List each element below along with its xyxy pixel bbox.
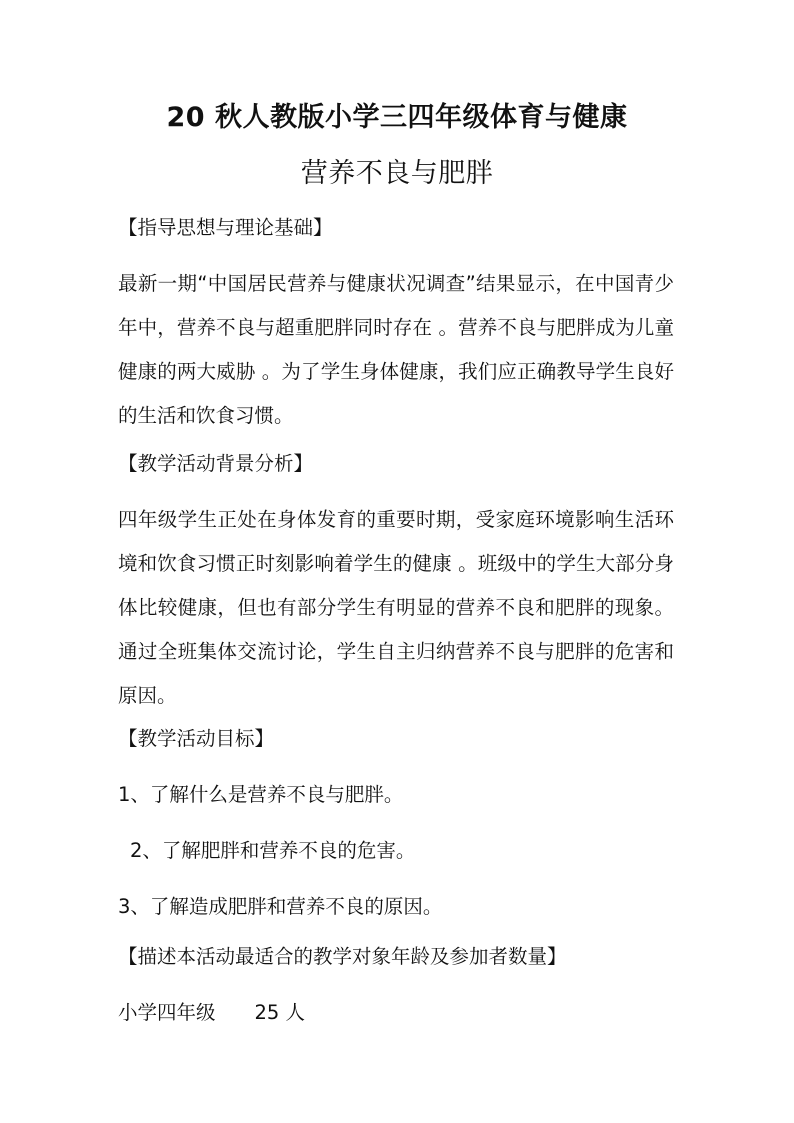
section-paragraph: 最新一期“中国居民营养与健康状况调查”结果显示，在中国青少年中，营养不良与超重肥胖同时存在 。营养不良与肥胖成为儿童健康的两大威胁 。为了学生身体健康，我们应正确教导学生良好的生活和饮食习惯。	[118, 272, 674, 427]
section-paragraph: 小学四年级 25 人	[118, 1001, 306, 1024]
list-item: 1、了解什么是营养不良与肥胖。	[118, 783, 404, 806]
list-item: 2、了解肥胖和营养不良的危害。	[130, 839, 416, 862]
document-subtitle: 营养不良与肥胖	[300, 158, 494, 189]
section-paragraph: 四年级学生正处在身体发育的重要时期，受家庭环境影响生活环境和饮食习惯正时刻影响着学生的健康 。班级中的学生大部分身体比较健康，但也有部分学生有明显的营养不良和肥胖的现象。通过全班集体交流讨论，学生自主归纳营养不良与肥胖的危害和原因。	[118, 508, 674, 707]
list-item: 3、了解造成肥胖和营养不良的原因。	[118, 895, 443, 918]
section-heading: 【教学活动背景分析】	[118, 452, 314, 475]
section-heading: 【描述本活动最适合的教学对象年龄及参加者数量】	[118, 945, 567, 968]
document-title: 20 秋人教版小学三四年级体育与健康	[166, 102, 628, 133]
section-heading: 【指导思想与理论基础】	[118, 216, 333, 239]
section-heading: 【教学活动目标】	[118, 727, 275, 750]
